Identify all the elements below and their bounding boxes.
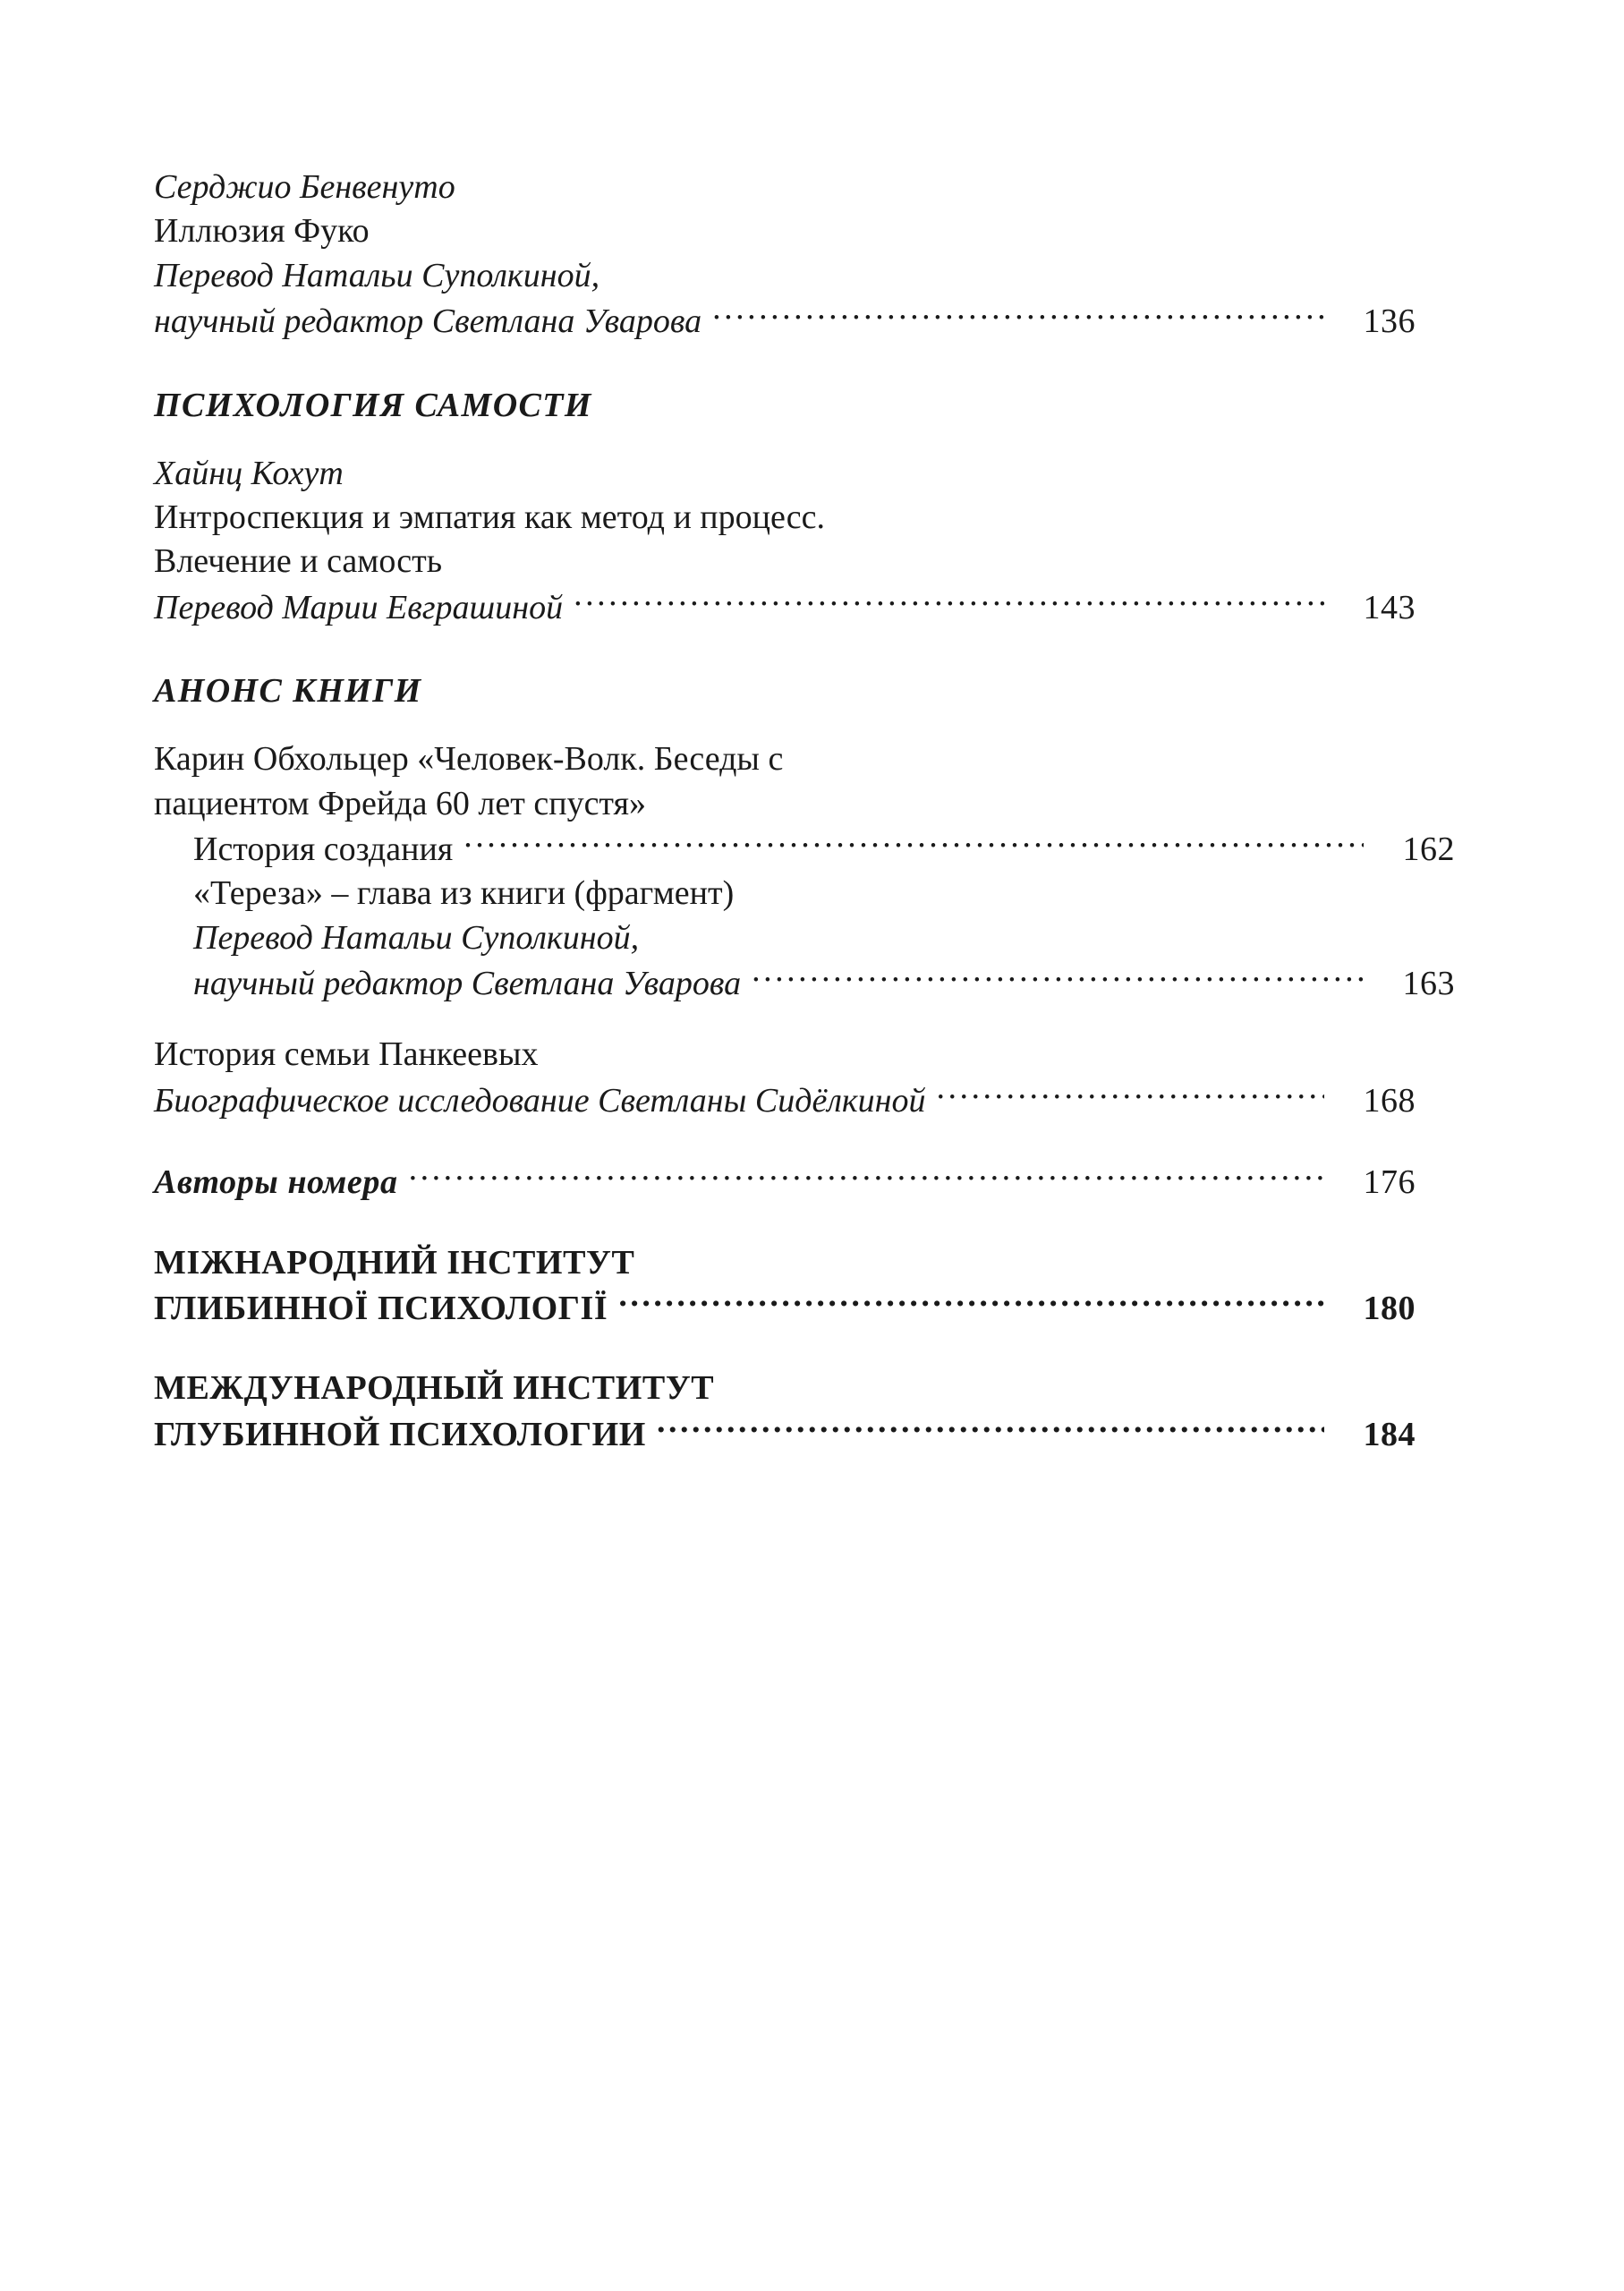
- entry-translator-row[interactable]: [154, 584, 1416, 630]
- entry-page-number: 184: [1363, 1415, 1416, 1453]
- dot-leader: [937, 1077, 1324, 1111]
- subentry-page-number: 162: [1402, 830, 1455, 868]
- spacer: [154, 1205, 1416, 1241]
- institute-ru-line-1: МЕЖДУНАРОДНЫЙ ИНСТИТУТ: [154, 1369, 715, 1408]
- institute-ru-line-2-row[interactable]: [154, 1411, 1416, 1457]
- spacer: [154, 1006, 1416, 1033]
- section-heading-self-psychology: ПСИХОЛОГИЯ САМОСТИ: [154, 386, 592, 424]
- spacer: [154, 1123, 1416, 1159]
- entry-author: Серджио Бенвенуто: [154, 168, 455, 206]
- dot-leader: [657, 1411, 1324, 1445]
- subentry-label: История создания: [193, 830, 454, 868]
- entry-title: История семьи Панкеевых: [154, 1035, 539, 1074]
- dot-leader: [712, 298, 1324, 332]
- toc-entry-kohut: [154, 452, 1416, 631]
- entry-page-number: 136: [1363, 302, 1416, 341]
- entry-subtitle: Биографическое исследование Светланы Сидёлкиной: [154, 1081, 926, 1120]
- entry-page-number: 168: [1363, 1081, 1416, 1120]
- toc-entry-obholzer: [154, 737, 1455, 1006]
- entry-title-line-1: Интроспекция и эмпатия как метод и процесс.: [154, 498, 825, 536]
- toc-entry-institute-ua: [154, 1241, 1416, 1332]
- subentry-page-number: 163: [1402, 965, 1455, 1003]
- dot-leader: [752, 960, 1364, 994]
- subentry-tereza-editor-row[interactable]: [154, 960, 1455, 1006]
- dot-leader: [574, 584, 1324, 618]
- institute-ua-line-2-row[interactable]: [154, 1285, 1416, 1331]
- institute-ua-line-1: МІЖНАРОДНИЙ ІНСТИТУТ: [154, 1243, 635, 1282]
- entry-page-number: 180: [1363, 1290, 1416, 1328]
- subentry-tereza-editor: научный редактор Светлана Уварова: [193, 965, 742, 1003]
- entry-title-line-2: пациентом Фрейда 60 лет спустя»: [154, 784, 647, 822]
- dot-leader: [618, 1285, 1324, 1319]
- entry-author: Хайнц Кохут: [154, 454, 344, 492]
- toc-entry-pankeev: [154, 1033, 1416, 1123]
- entry-editor: научный редактор Светлана Уварова: [154, 302, 702, 341]
- entry-title-line-1: Карин Обхольцер «Человек-Волк. Беседы с: [154, 740, 784, 779]
- dot-leader: [409, 1159, 1324, 1193]
- dot-leader: [463, 826, 1364, 860]
- entry-label: Авторы номера: [154, 1163, 398, 1202]
- toc-entry-institute-ru: [154, 1367, 1416, 1457]
- subentry-history-row[interactable]: [154, 826, 1455, 872]
- subentry-tereza-translator: Перевод Натальи Суполкиной,: [193, 918, 640, 957]
- section-heading-book-announcement: АНОНС КНИГИ: [154, 672, 422, 711]
- institute-ru-line-2: ГЛУБИННОЙ ПСИХОЛОГИИ: [154, 1415, 646, 1453]
- toc-entry-benvenuto: [154, 166, 1416, 345]
- entry-subtitle-row[interactable]: [154, 1077, 1416, 1123]
- spacer: [154, 1331, 1416, 1367]
- entry-editor-row[interactable]: [154, 298, 1416, 344]
- table-of-contents: [154, 166, 1455, 1457]
- entry-page-number: 176: [1363, 1163, 1416, 1202]
- entry-translator: Перевод Марии Евграшиной: [154, 588, 564, 626]
- entry-title: Иллюзия Фуко: [154, 212, 370, 251]
- entry-title-line-2: Влечение и самость: [154, 542, 443, 581]
- entry-translator: Перевод Натальи Суполкиной,: [154, 256, 600, 294]
- toc-entry-authors[interactable]: [154, 1159, 1416, 1205]
- institute-ua-line-2: ГЛИБИННОЇ ПСИХОЛОГІЇ: [154, 1290, 608, 1328]
- entry-page-number: 143: [1363, 588, 1416, 626]
- subentry-tereza-label: «Тереза» – глава из книги (фрагмент): [193, 874, 735, 913]
